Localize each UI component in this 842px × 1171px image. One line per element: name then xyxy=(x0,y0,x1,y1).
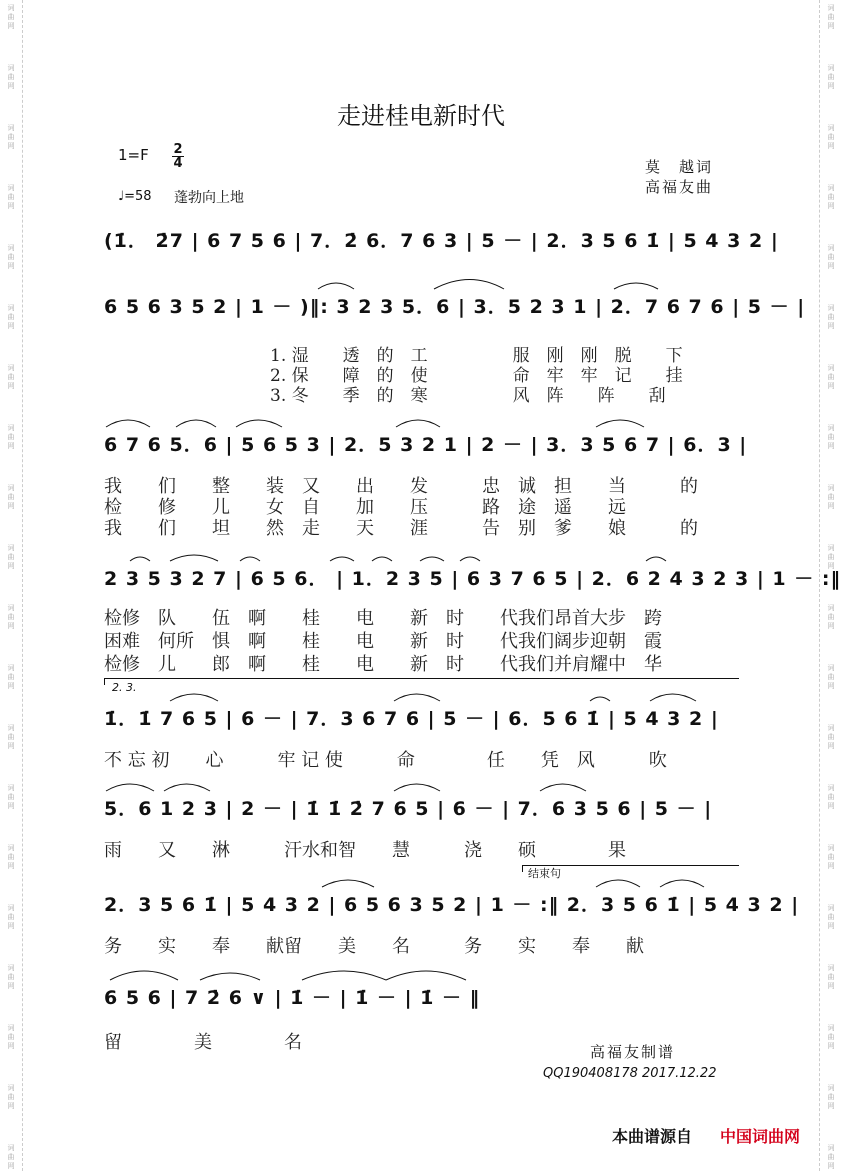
slur-arc xyxy=(170,694,218,701)
watermark-glyphs: 词 曲 网 xyxy=(7,184,15,210)
watermark-glyphs: 词 曲 网 xyxy=(827,364,835,390)
slur-arc xyxy=(236,420,282,427)
watermark-glyphs: 词 曲 网 xyxy=(7,1024,15,1050)
slur-arc xyxy=(460,557,480,561)
watermark-glyphs: 词 曲 网 xyxy=(7,124,15,150)
slur-arc xyxy=(240,557,260,561)
notation-row-4: 2 3 5 3 2 7 | 6 5 6． | 1．2 3 5 | 6 3 7 6 5 | 2．6 2 4 3 2 3 | 1 － :‖ xyxy=(104,568,841,590)
watermark-glyphs: 词 曲 网 xyxy=(7,904,15,930)
slur-arc xyxy=(164,784,210,791)
slur-arc xyxy=(176,420,216,427)
watermark-glyphs: 词 曲 网 xyxy=(7,544,15,570)
watermark-glyphs: 词 曲 网 xyxy=(827,4,835,30)
watermark-glyphs: 词 曲 网 xyxy=(7,724,15,750)
notation-row-2: 6 5 6 3 5 2 | 1 － )‖: 3 2 3 5．6 | 3．5 2 3 1 | 2．7 6 7 6 | 5 － | xyxy=(104,296,806,318)
composer-credit: 高福友曲 xyxy=(645,178,714,196)
notation-row-6: 5．6 1 2 3 | 2 － | 1̇ 1̇ 2̇ 7 6 5 | 6 － | 7．6 3 5 6 | 5 － | xyxy=(104,798,713,820)
watermark-glyphs: 词 曲 网 xyxy=(827,784,835,810)
watermark-glyphs: 词 曲 网 xyxy=(827,604,835,630)
watermark-glyphs: 词 曲 网 xyxy=(7,424,15,450)
notation-row-3: 6 7 6 5．6 | 5 6 5 3 | 2．5 3 2 1 | 2 － | 3．3 5 6 7 | 6．3 | xyxy=(104,434,748,456)
time-signature-bottom: 4 xyxy=(173,156,183,171)
ending-label: 结束句 xyxy=(528,867,561,880)
watermark-glyphs: 词 曲 网 xyxy=(7,664,15,690)
volta-label: 2. 3. xyxy=(112,681,137,694)
watermark-glyphs: 词 曲 网 xyxy=(7,364,15,390)
slur-arc xyxy=(540,784,586,791)
watermark-glyphs: 词 曲 网 xyxy=(7,784,15,810)
watermark-glyphs: 词 曲 网 xyxy=(7,1084,15,1110)
watermark-glyphs: 词 曲 网 xyxy=(7,4,15,30)
slur-arc xyxy=(106,784,154,791)
watermark-glyphs: 词 曲 网 xyxy=(827,64,835,90)
watermark-glyphs: 词 曲 网 xyxy=(827,844,835,870)
watermark-glyphs: 词 曲 网 xyxy=(7,844,15,870)
time-signature-top: 2 xyxy=(173,142,183,157)
lyric-row-4-verse-2: 困难 何所 惧 啊 桂 电 新 时 代我们阔步迎朝 霞 xyxy=(104,631,662,652)
lyric-row-4-verse-1: 检修 队 伍 啊 桂 电 新 时 代我们昂首大步 跨 xyxy=(104,608,662,629)
watermark-glyphs: 词 曲 网 xyxy=(827,304,835,330)
slur-arc xyxy=(420,557,444,561)
slur-arc xyxy=(106,420,150,427)
watermark-glyphs: 词 曲 网 xyxy=(7,604,15,630)
slur-arc xyxy=(318,283,354,289)
lyric-row-2-verse-2: 2. 保 障 的 使 命 牢 牢 记 挂 xyxy=(270,366,683,386)
notation-row-1: (1̇． 2̇7 | 6 7 5 6 | 7．2̇ 6．7 6 3 | 5 － | 2．3 5 6 1̇ | 5 4 3 2 | xyxy=(104,230,779,252)
slur-arc xyxy=(302,971,386,980)
lyric-row-4-verse-3: 检修 儿 郎 啊 桂 电 新 时 代我们并肩耀中 华 xyxy=(104,654,662,675)
watermark-glyphs: 词 曲 网 xyxy=(827,244,835,270)
slur-arc xyxy=(330,557,354,561)
watermark-glyphs: 词 曲 网 xyxy=(827,1084,835,1110)
watermark-glyphs: 词 曲 网 xyxy=(827,544,835,570)
watermark-glyphs: 词 曲 网 xyxy=(7,964,15,990)
tempo-marking: ♩=58 xyxy=(118,189,152,204)
notation-row-5: 1̇．1̇ 7 6 5 | 6 － | 7．3 6 7 6 | 5 － | 6．5 6 1̇ | 5 4 3 2 | xyxy=(104,708,719,730)
lyric-row-2-verse-1: 1. 湿 透 的 工 服 刚 刚 脱 下 xyxy=(270,346,683,366)
watermark-glyphs: 词 曲 网 xyxy=(827,484,835,510)
source-site-logo: 中国词曲网 xyxy=(720,1127,801,1146)
slur-arc xyxy=(660,880,704,887)
slur-arc xyxy=(614,283,658,289)
slur-arc xyxy=(322,880,374,887)
watermark-glyphs: 词 曲 网 xyxy=(827,124,835,150)
lyric-row-5: 不 忘 初 心 牢 记 使 命 任 凭 风 吹 xyxy=(104,750,667,771)
watermark-glyphs: 词 曲 网 xyxy=(827,664,835,690)
slur-arc xyxy=(646,557,666,561)
lyric-row-8: 留 美 名 xyxy=(104,1032,302,1053)
slur-arc xyxy=(394,784,440,791)
lyric-row-2-verse-3: 3. 冬 季 的 寒 风 阵 阵 刮 xyxy=(270,386,666,406)
notation-row-8: 6 5 6 | 7 2̇ 6 ∨ | 1̇ － | 1̇ － | 1̇ － ‖ xyxy=(104,987,481,1009)
watermark-glyphs: 词 曲 网 xyxy=(7,1144,15,1170)
watermark-glyphs: 词 曲 网 xyxy=(7,244,15,270)
lyric-row-7: 务 实 奉 献留 美 名 务 实 奉 献 xyxy=(104,936,644,957)
watermark-glyphs: 词 曲 网 xyxy=(827,1144,835,1170)
slur-arc xyxy=(200,973,260,980)
watermark-glyphs: 词 曲 网 xyxy=(7,484,15,510)
lyricist-credit: 莫 越词 xyxy=(645,158,714,176)
slur-arc xyxy=(650,694,696,701)
slur-arc xyxy=(596,420,644,427)
watermark-glyphs: 词 曲 网 xyxy=(827,1024,835,1050)
song-title: 走进桂电新时代 xyxy=(337,102,505,130)
slur-arc xyxy=(434,280,504,290)
slur-arc xyxy=(394,694,440,701)
lyric-row-3-verse-1: 我 们 整 装 又 出 发 忠 诚 担 当 的 xyxy=(104,476,698,497)
lyric-row-3-verse-2: 检 修 儿 女 自 加 压 路 途 遥 远 xyxy=(104,497,626,518)
slur-arc xyxy=(130,557,150,561)
lyric-row-3-verse-3: 我 们 坦 然 走 天 涯 告 别 爹 娘 的 xyxy=(104,518,698,539)
key-signature: 1=F xyxy=(118,146,149,164)
watermark-glyphs: 词 曲 网 xyxy=(827,184,835,210)
watermark-glyphs: 词 曲 网 xyxy=(827,964,835,990)
watermark-glyphs: 词 曲 网 xyxy=(7,64,15,90)
slur-arc xyxy=(386,971,466,980)
qq-date-stamp: QQ190408178 2017.12.22 xyxy=(543,1066,717,1081)
slur-arc xyxy=(396,420,440,427)
watermark-glyphs: 词 曲 网 xyxy=(827,904,835,930)
lyric-row-6: 雨 又 淋 汗水和智 慧 浇 硕 果 xyxy=(104,840,626,861)
slur-arc xyxy=(596,880,640,887)
watermark-glyphs: 词 曲 网 xyxy=(827,724,835,750)
watermark-glyphs: 词 曲 网 xyxy=(7,304,15,330)
source-label: 本曲谱源自 xyxy=(612,1127,693,1146)
notation-row-7: 2．3 5 6 1̇ | 5 4 3 2 | 6 5 6 3 5 2 | 1 － :‖ 2．3 5 6 1̇ | 5 4 3 2 | xyxy=(104,894,800,916)
slur-arc xyxy=(110,971,178,980)
arranger-credit: 高福友制谱 xyxy=(590,1043,676,1061)
slur-arc xyxy=(372,557,392,561)
slur-arc xyxy=(590,697,610,701)
expression-marking: 蓬勃向上地 xyxy=(174,190,244,206)
watermark-glyphs: 词 曲 网 xyxy=(827,424,835,450)
slur-arc xyxy=(170,555,218,561)
